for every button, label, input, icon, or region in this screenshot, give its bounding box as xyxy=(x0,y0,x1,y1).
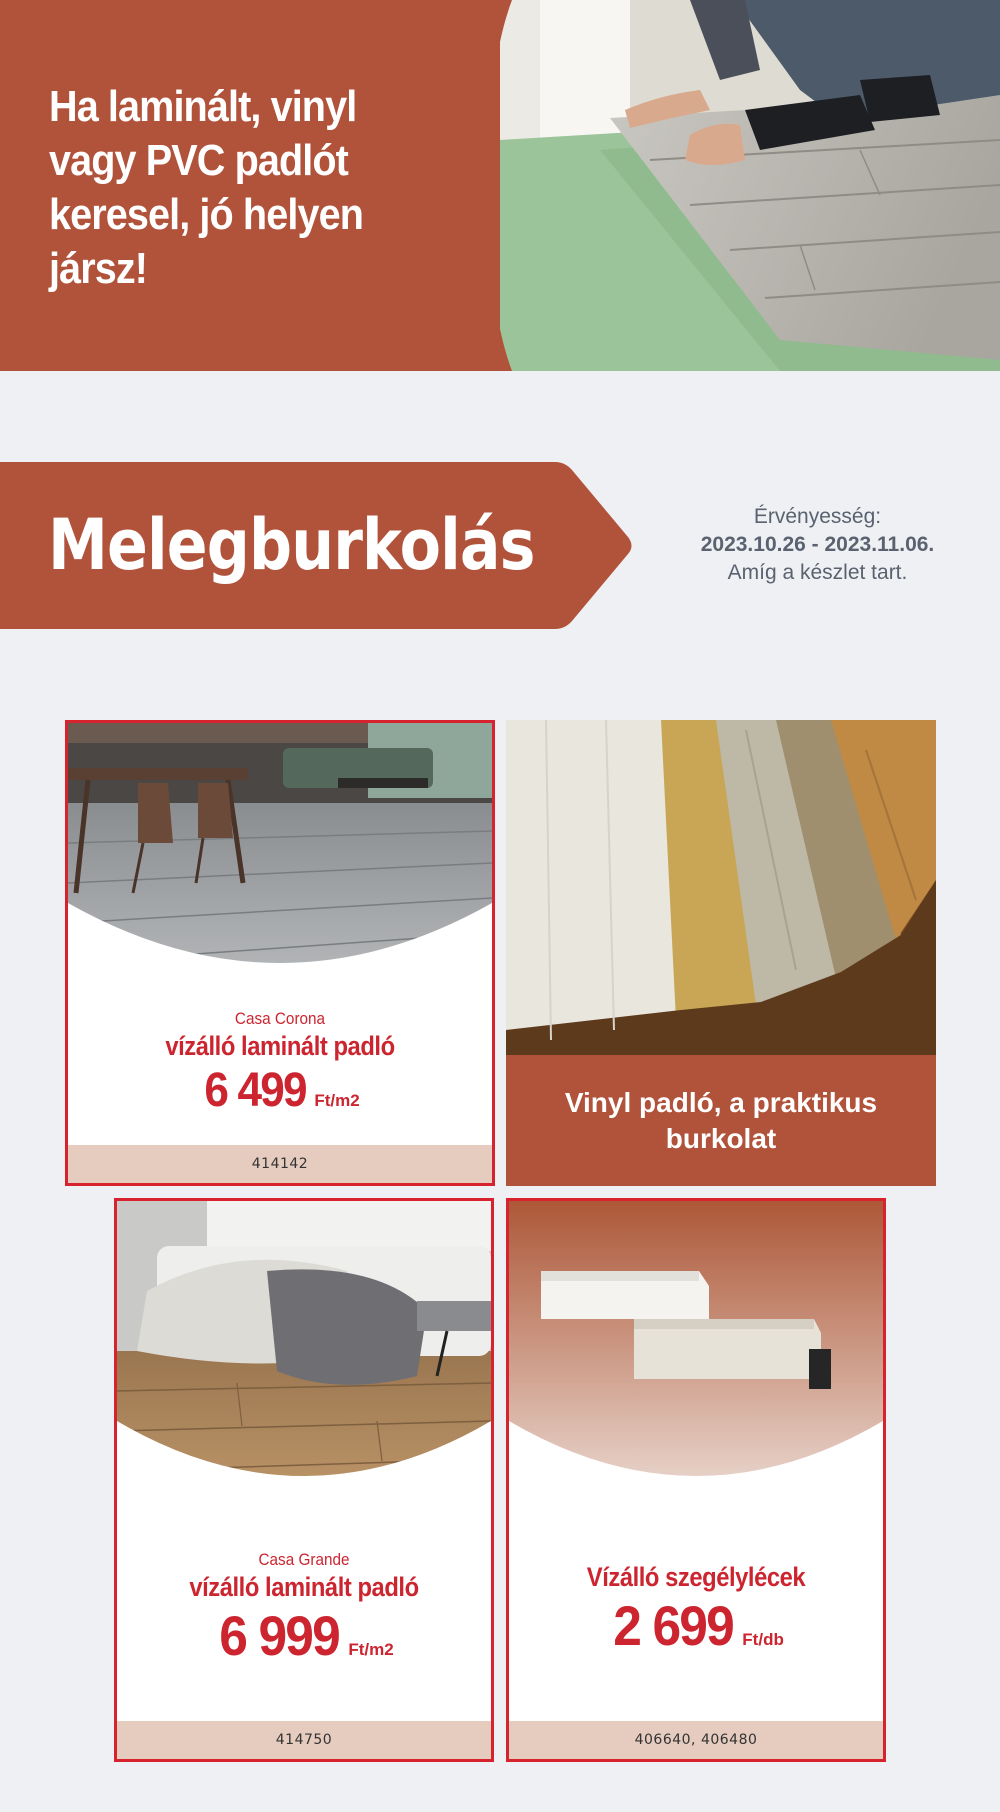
section-title: Melegburkolás xyxy=(48,504,535,586)
validity-info xyxy=(660,503,975,587)
product-price: 6 499 xyxy=(204,1064,306,1117)
vinyl-info-tile[interactable] xyxy=(506,720,936,1186)
product-brand: Casa Corona xyxy=(234,1009,326,1028)
hero-banner xyxy=(0,0,1000,371)
product-price: 6 999 xyxy=(219,1604,340,1667)
product-code: 414142 xyxy=(68,1145,492,1183)
product-name: vízálló laminált padló xyxy=(165,1031,395,1061)
skirting-boards-photo xyxy=(509,1201,883,1521)
validity-note: Amíg a készlet tart. xyxy=(727,561,908,584)
price-unit: Ft/m2 xyxy=(314,1091,360,1110)
hero-headline: Ha laminált, vinyl vagy PVC padlót keresel, jó helyen jársz! xyxy=(49,82,363,293)
price-unit: Ft/m2 xyxy=(348,1640,394,1659)
product-brand: Casa Grande xyxy=(258,1550,350,1569)
product-name: vízálló laminált padló xyxy=(189,1572,419,1602)
product-price: 2 699 xyxy=(613,1594,734,1657)
bedroom-floor-photo xyxy=(117,1201,491,1521)
product-card-szegelylecek[interactable] xyxy=(506,1198,886,1762)
validity-dates: 2023.10.26 - 2023.11.06. xyxy=(700,533,935,556)
product-code: 406640, 406480 xyxy=(509,1721,883,1759)
living-room-floor-photo xyxy=(68,723,492,983)
product-card-casa-corona[interactable] xyxy=(65,720,495,1186)
product-text xyxy=(509,1561,883,1659)
price-unit: Ft/db xyxy=(742,1630,784,1649)
vinyl-samples-photo xyxy=(506,720,936,1055)
validity-label: Érvényesség: xyxy=(753,505,882,528)
product-text xyxy=(68,1008,492,1120)
product-card-casa-grande[interactable] xyxy=(114,1198,494,1762)
vinyl-caption: Vinyl padló, a praktikus burkolat xyxy=(506,1055,936,1186)
product-text xyxy=(117,1549,491,1669)
product-code: 414750 xyxy=(117,1721,491,1759)
product-name: Vízálló szegélylécek xyxy=(586,1562,806,1592)
